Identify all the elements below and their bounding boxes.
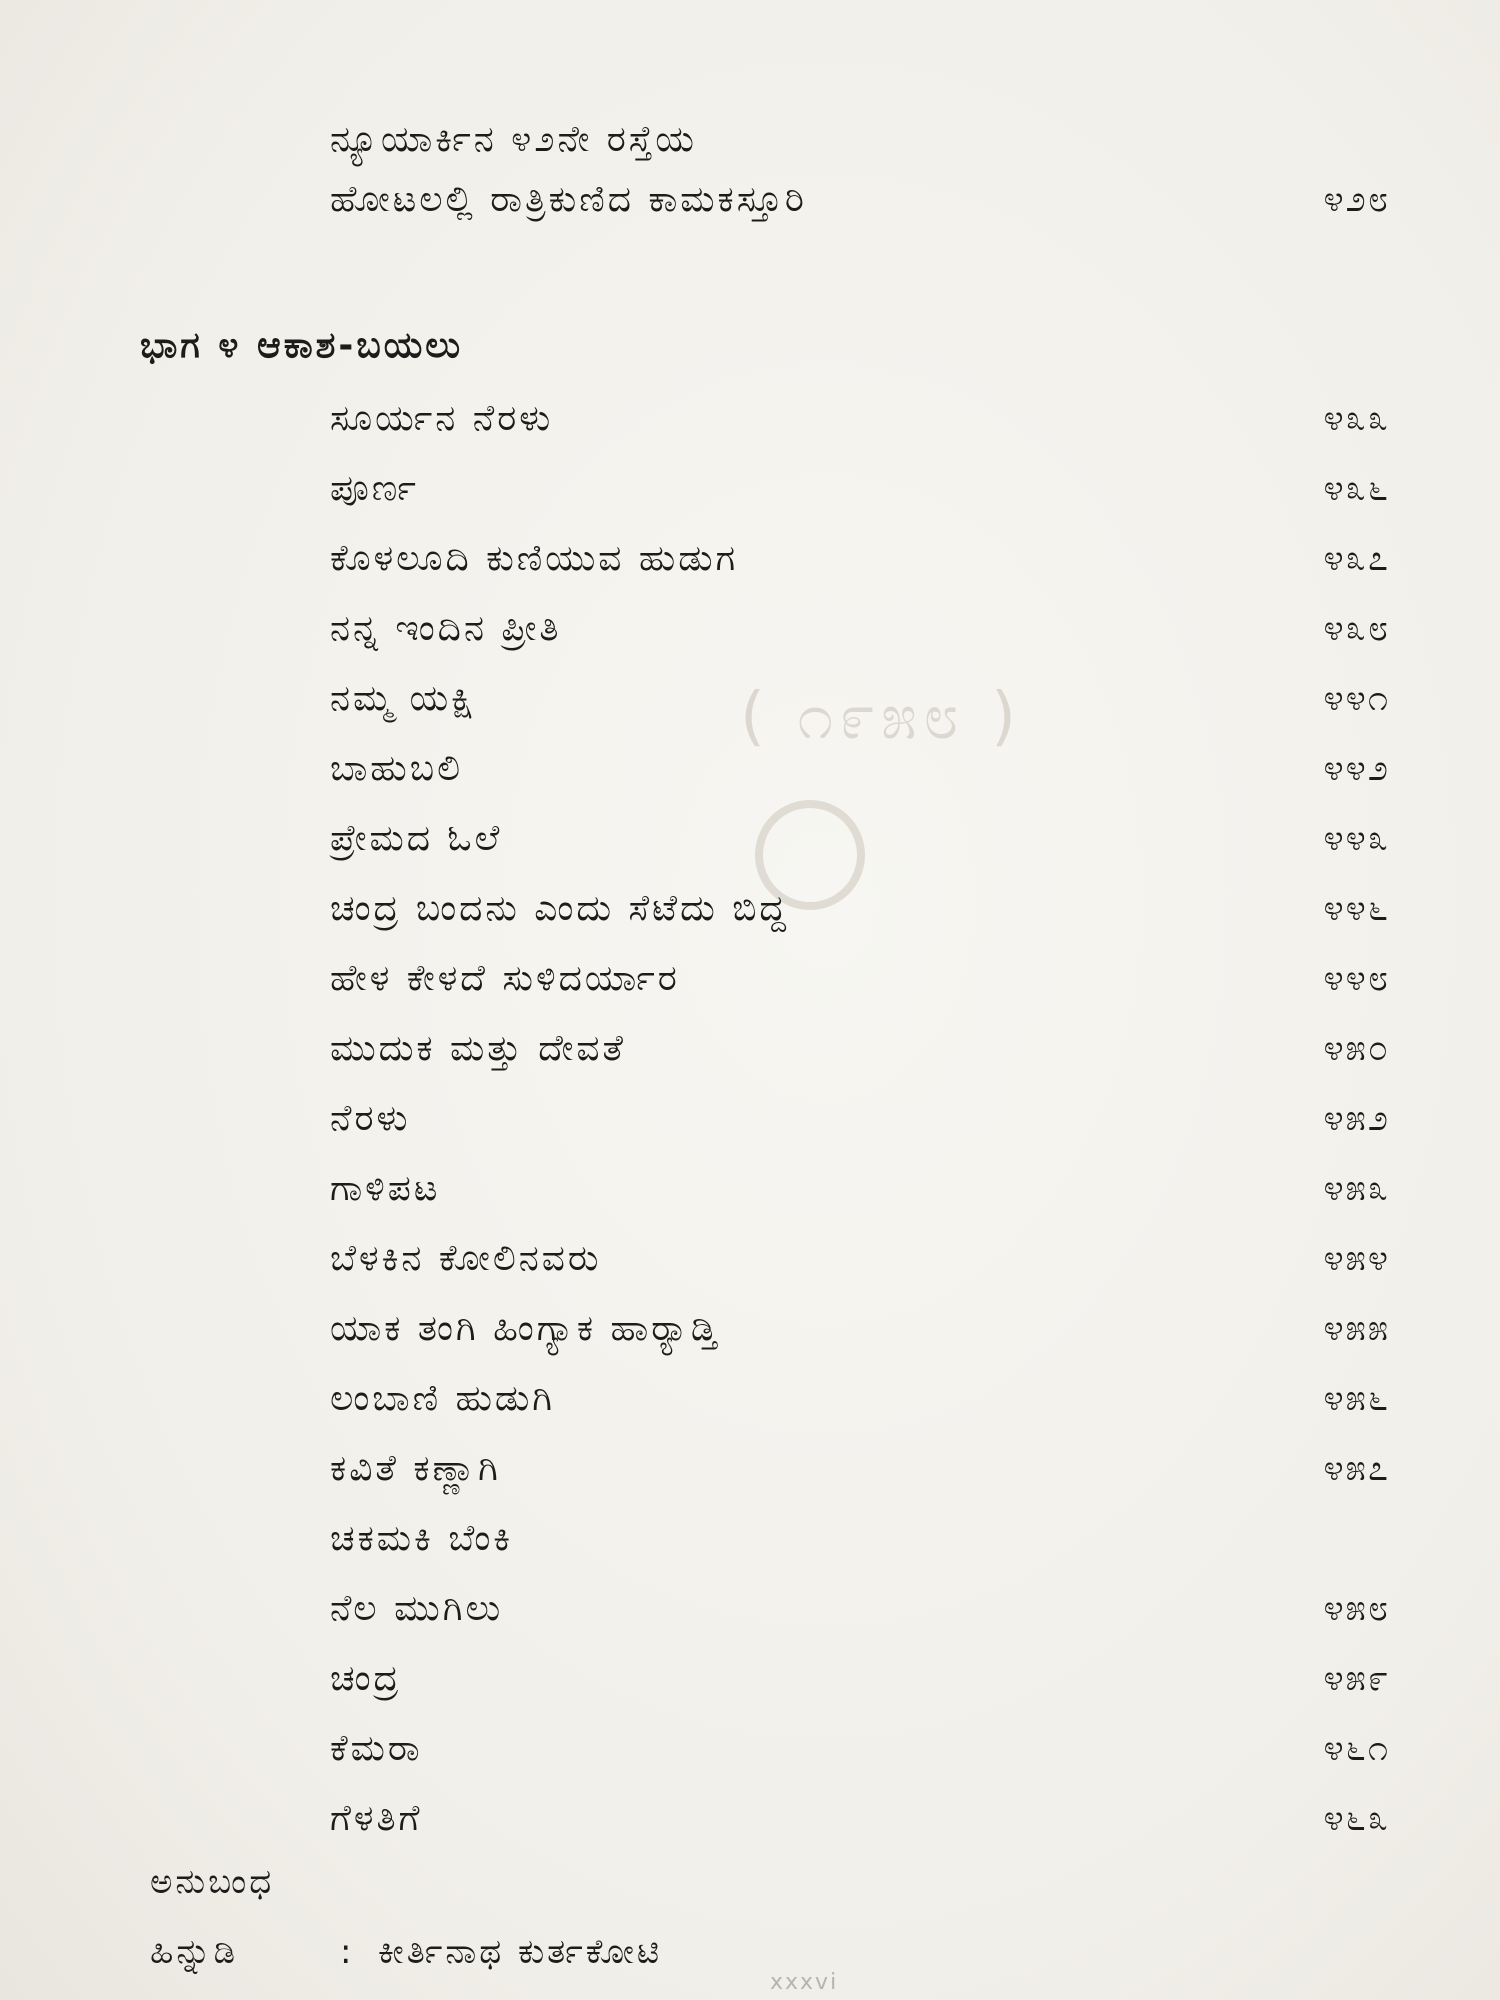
entry-title: ಲಂಬಾಣಿ ಹುಡುಗಿ [330, 1378, 555, 1419]
toc-entry-top-line1 [330, 118, 1390, 162]
entry-title: ಹೇಳ ಕೇಳದೆ ಸುಳಿದರ್ಯಾರ [330, 958, 680, 999]
entry-page-number: ೪೪೬ [1323, 888, 1390, 929]
entry-title: ನನ್ನ ಇಂದಿನ ಪ್ರೀತಿ [330, 608, 562, 649]
entry-page-number: ೪೪೨ [1323, 748, 1390, 789]
toc-entry [330, 817, 1390, 861]
entry-page-number: ೪೨೮ [1323, 179, 1390, 220]
entry-page-number: ೪೫೮ [1323, 1588, 1390, 1629]
entry-title: ಗಾಳಿಪಟ [330, 1168, 441, 1209]
entry-title: ಯಾಕ ತಂಗಿ ಹಿಂಗ್ಯಾಕ ಹಾರ್‍ಯಾಡ್ತಿ [330, 1308, 720, 1349]
entry-page-number: ೪೬೩ [1323, 1798, 1390, 1839]
entry-page-number: ೪೫೯ [1323, 1658, 1390, 1699]
toc-entry [330, 1587, 1390, 1631]
toc-entry [330, 467, 1390, 511]
entry-page-number: ೪೪೧ [1323, 678, 1390, 719]
entry-page-number: ೪೩೭ [1323, 538, 1390, 579]
entry-page-number: ೪೫೭ [1323, 1448, 1390, 1489]
entry-title: ಪ್ರೇಮದ ಓಲೆ [330, 818, 503, 859]
appendix-heading: ಅನುಬಂಧ [150, 1862, 275, 1902]
toc-entry-top-line2 [330, 178, 1390, 222]
toc-entry [330, 537, 1390, 581]
entry-title: ಹೋಟಲಲ್ಲಿ ರಾತ್ರಿಕುಣಿದ ಕಾಮಕಸ್ತೂರಿ [330, 179, 807, 220]
entry-page-number: ೪೬೧ [1323, 1728, 1390, 1769]
toc-entry [330, 747, 1390, 791]
entry-title: ಚಂದ್ರ [330, 1658, 402, 1699]
entry-title: ಮುದುಕ ಮತ್ತು ದೇವತೆ [330, 1028, 626, 1069]
toc-entry [330, 607, 1390, 651]
entry-title: ಚಂದ್ರ ಬಂದನು ಎಂದು ಸೆಟೆದು ಬಿದ್ದ [330, 888, 789, 929]
entry-page-number: ೪೩೮ [1323, 608, 1390, 649]
toc-entry [330, 1517, 1390, 1561]
entry-title: ಕೊಳಲೂದಿ ಕುಣಿಯುವ ಹುಡುಗ [330, 538, 739, 579]
toc-entry [330, 1027, 1390, 1071]
entry-title: ಬೆಳಕಿನ ಕೋಲಿನವರು [330, 1238, 602, 1279]
entry-page-number: ೪೫೬ [1323, 1378, 1390, 1419]
entry-title: ನಮ್ಮ ಯಕ್ಷಿ [330, 678, 477, 719]
toc-entry [330, 887, 1390, 931]
entry-page-number: ೪೫೦ [1323, 1028, 1390, 1069]
entry-title: ನೆರಳು [330, 1098, 411, 1139]
entry-page-number: ೪೩೩ [1323, 398, 1390, 439]
toc-entry [330, 677, 1390, 721]
toc-entry [330, 1097, 1390, 1141]
entry-title: ಕವಿತೆ ಕಣ್ಣಾಗಿ [330, 1448, 501, 1489]
entry-title: ನೆಲ ಮುಗಿಲು [330, 1588, 504, 1629]
entry-title: ಸೂರ್ಯನ ನೆರಳು [330, 398, 554, 439]
entry-title: ಪೂರ್ಣ [330, 468, 419, 509]
toc-entry [330, 1657, 1390, 1701]
roman-page-number: xxxvi [770, 1970, 839, 1995]
appendix-separator: : [340, 1932, 355, 1972]
entry-title: ನ್ಯೂಯಾರ್ಕಿನ ೪೨ನೇ ರಸ್ತೆಯ [330, 119, 697, 160]
toc-entry [330, 1797, 1390, 1841]
toc-entry [330, 397, 1390, 441]
toc-entry [330, 1237, 1390, 1281]
entry-page-number: ೪೪೮ [1323, 958, 1390, 999]
section-heading: ಭಾಗ ೪ ಆಕಾಶ-ಬಯಲು [140, 325, 464, 366]
entry-page-number: ೪೫೨ [1323, 1098, 1390, 1139]
entry-title: ಚಕಮಕಿ ಬೆಂಕಿ [330, 1518, 514, 1559]
toc-entry [330, 1377, 1390, 1421]
toc-entry [330, 1307, 1390, 1351]
entry-page-number: ೪೫೫ [1323, 1308, 1390, 1349]
toc-entry [330, 1447, 1390, 1491]
entry-page-number: ೪೪೩ [1323, 818, 1390, 859]
appendix-author: ಕೀರ್ತಿನಾಥ ಕುರ್ತಕೋಟಿ [378, 1932, 663, 1972]
toc-entry [330, 957, 1390, 1001]
entry-title: ಕೆಮರಾ [330, 1728, 423, 1769]
entry-title: ಗೆಳತಿಗೆ [330, 1798, 423, 1839]
appendix-label: ಹಿನ್ನುಡಿ [150, 1932, 239, 1972]
entry-title: ಬಾಹುಬಲಿ [330, 748, 463, 789]
toc-entry [330, 1727, 1390, 1771]
entry-page-number: ೪೫೩ [1323, 1168, 1390, 1209]
show-through-text: ( ೧೯೫೮ ) [740, 680, 1022, 754]
toc-entry [330, 1167, 1390, 1211]
entry-page-number: ೪೩೬ [1323, 468, 1390, 509]
entry-page-number: ೪೫೪ [1323, 1238, 1390, 1279]
